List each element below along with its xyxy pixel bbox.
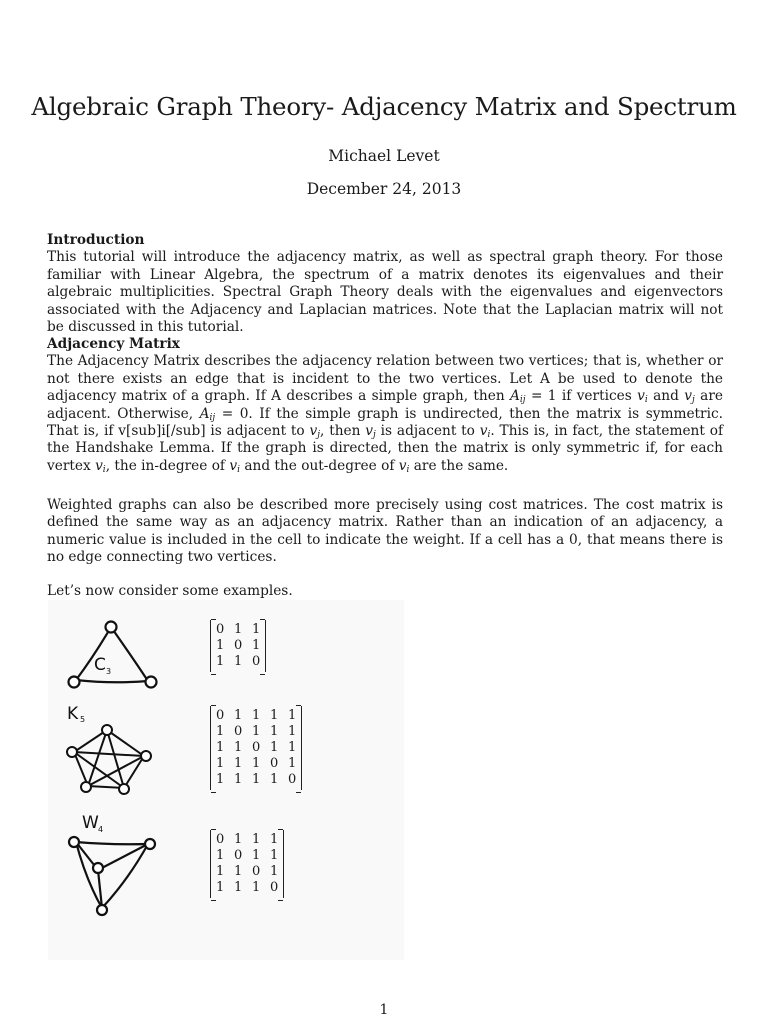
matrix-cell: 0 xyxy=(234,724,243,739)
svg-text:W: W xyxy=(82,813,99,833)
matrix-cell: 1 xyxy=(288,708,297,723)
matrix-cell: 0 xyxy=(234,848,243,863)
matrix-cell: 0 xyxy=(216,708,225,723)
matrix-cell: 1 xyxy=(270,864,279,879)
introduction-heading: Introduction xyxy=(47,232,145,248)
matrix-cell: 1 xyxy=(252,724,261,739)
matrix-cell: 1 xyxy=(252,772,261,787)
matrix-cell: 1 xyxy=(216,848,225,863)
matrix-cell: 0 xyxy=(216,832,225,847)
matrix-row xyxy=(216,622,260,638)
matrix-cell: 1 xyxy=(216,654,225,669)
matrix-row xyxy=(216,638,260,654)
page-number: 1 xyxy=(379,1002,389,1018)
svg-text:3: 3 xyxy=(106,667,112,676)
c3-graph-drawing xyxy=(64,618,164,708)
weighted-graphs-text: Weighted graphs can also be described more precisely using cost matrices. The cost matrix is defined the same way as an adjacency matrix. Rather than an indication of an adjacency, a numeric value is included in the cell to indicate the weight. If a cell has a 0, that means there is no edge connecting two vertices. xyxy=(47,497,723,566)
matrix-cell: 1 xyxy=(288,724,297,739)
matrix-row xyxy=(216,740,296,756)
matrix-cell: 1 xyxy=(252,880,261,895)
matrix-cell: 1 xyxy=(234,708,243,723)
matrix-cell: 1 xyxy=(216,724,225,739)
matrix-cell: 1 xyxy=(252,638,261,653)
matrix-cell: 0 xyxy=(252,740,261,755)
matrix-cell: 1 xyxy=(270,848,279,863)
adjacency-matrix-text: The Adjacency Matrix describes the adjacency relation between two vertices; that is, whether or not there exists an edge that is incident to the two vertices. Let A be used to denote the adjacency matrix of a graph. If A describes a simple graph, then $A_{ij} = 1$ if vertices $v_i$ and $v_j$ are adjacent. Otherwise, $A_{ij} = 0$. If the simple graph is undirected, then the matrix is symmetric. That is, if v[sub]i[/sub] is adjacent to $v_j$, then $v_j$ is adjacent to $v_i$. This is, in fact, the statement of the Handshake Lemma. If the graph is directed, then the matrix is only symmetric if, for each vertex $v_i$, the in-degree of $v_i$ and the out-degree of $v_i$ are the same. xyxy=(47,353,724,475)
w4-adjacency-matrix xyxy=(210,830,284,898)
adjacency-matrix-section xyxy=(47,336,723,475)
c3-adjacency-matrix xyxy=(210,620,266,672)
author-name: Michael Levet xyxy=(328,147,440,165)
introduction-text: This tutorial will introduce the adjacency matrix, as well as spectral graph theory. For those familiar with Linear Algebra, the spectrum of a matrix denotes its eigenvalues and their algebraic multiplicities. Spectral Graph Theory deals with the eigenvalues and eigenvectors associated with the Adjacency and Laplacian matrices. Note that the Laplacian matrix will not be discussed in this tutorial. xyxy=(47,249,723,336)
matrix-cell: 0 xyxy=(270,756,279,771)
introduction-section xyxy=(47,232,723,336)
matrix-cell: 1 xyxy=(234,740,243,755)
examples-intro-section xyxy=(47,583,723,600)
svg-text:C: C xyxy=(94,655,106,675)
matrix-cell: 1 xyxy=(270,740,279,755)
examples-figure xyxy=(48,600,404,960)
matrix-cell: 1 xyxy=(216,638,225,653)
matrix-cell: 1 xyxy=(270,772,279,787)
matrix-row xyxy=(216,724,296,740)
matrix-cell: 1 xyxy=(234,864,243,879)
matrix-row xyxy=(216,708,296,724)
matrix-row xyxy=(216,772,296,788)
matrix-cell: 1 xyxy=(234,832,243,847)
matrix-cell: 1 xyxy=(252,622,261,637)
adjacency-matrix-heading: Adjacency Matrix xyxy=(47,336,180,352)
matrix-row xyxy=(216,756,296,772)
matrix-cell: 1 xyxy=(234,654,243,669)
paper-title: Algebraic Graph Theory- Adjacency Matrix and Spectrum xyxy=(31,92,737,121)
matrix-cell: 1 xyxy=(216,864,225,879)
matrix-row xyxy=(216,880,278,896)
matrix-cell: 1 xyxy=(216,772,225,787)
matrix-cell: 1 xyxy=(270,832,279,847)
k5-graph-drawing xyxy=(62,700,162,800)
matrix-cell: 1 xyxy=(216,740,225,755)
matrix-row xyxy=(216,848,278,864)
svg-text:5: 5 xyxy=(80,715,86,724)
matrix-cell: 0 xyxy=(216,622,225,637)
k5-adjacency-matrix xyxy=(210,706,302,790)
matrix-cell: 1 xyxy=(288,756,297,771)
matrix-cell: 0 xyxy=(288,772,297,787)
matrix-cell: 1 xyxy=(252,756,261,771)
matrix-row xyxy=(216,832,278,848)
weighted-graphs-section xyxy=(47,497,723,567)
matrix-cell: 1 xyxy=(216,756,225,771)
matrix-row xyxy=(216,654,260,670)
matrix-cell: 1 xyxy=(216,880,225,895)
matrix-cell: 1 xyxy=(234,772,243,787)
matrix-cell: 0 xyxy=(234,638,243,653)
matrix-cell: 1 xyxy=(270,708,279,723)
matrix-cell: 1 xyxy=(234,756,243,771)
matrix-cell: 0 xyxy=(252,864,261,879)
w4-graph-drawing xyxy=(62,810,162,928)
svg-text:4: 4 xyxy=(98,825,104,834)
matrix-cell: 1 xyxy=(234,622,243,637)
matrix-cell: 1 xyxy=(252,708,261,723)
paper-date: December 24, 2013 xyxy=(306,180,462,198)
matrix-cell: 1 xyxy=(252,848,261,863)
examples-intro-text: Let’s now consider some examples. xyxy=(47,583,293,599)
svg-text:K: K xyxy=(67,704,79,724)
matrix-cell: 1 xyxy=(288,740,297,755)
matrix-cell: 1 xyxy=(270,724,279,739)
matrix-cell: 1 xyxy=(252,832,261,847)
matrix-row xyxy=(216,864,278,880)
matrix-cell: 0 xyxy=(270,880,279,895)
matrix-cell: 1 xyxy=(234,880,243,895)
matrix-cell: 0 xyxy=(252,654,261,669)
